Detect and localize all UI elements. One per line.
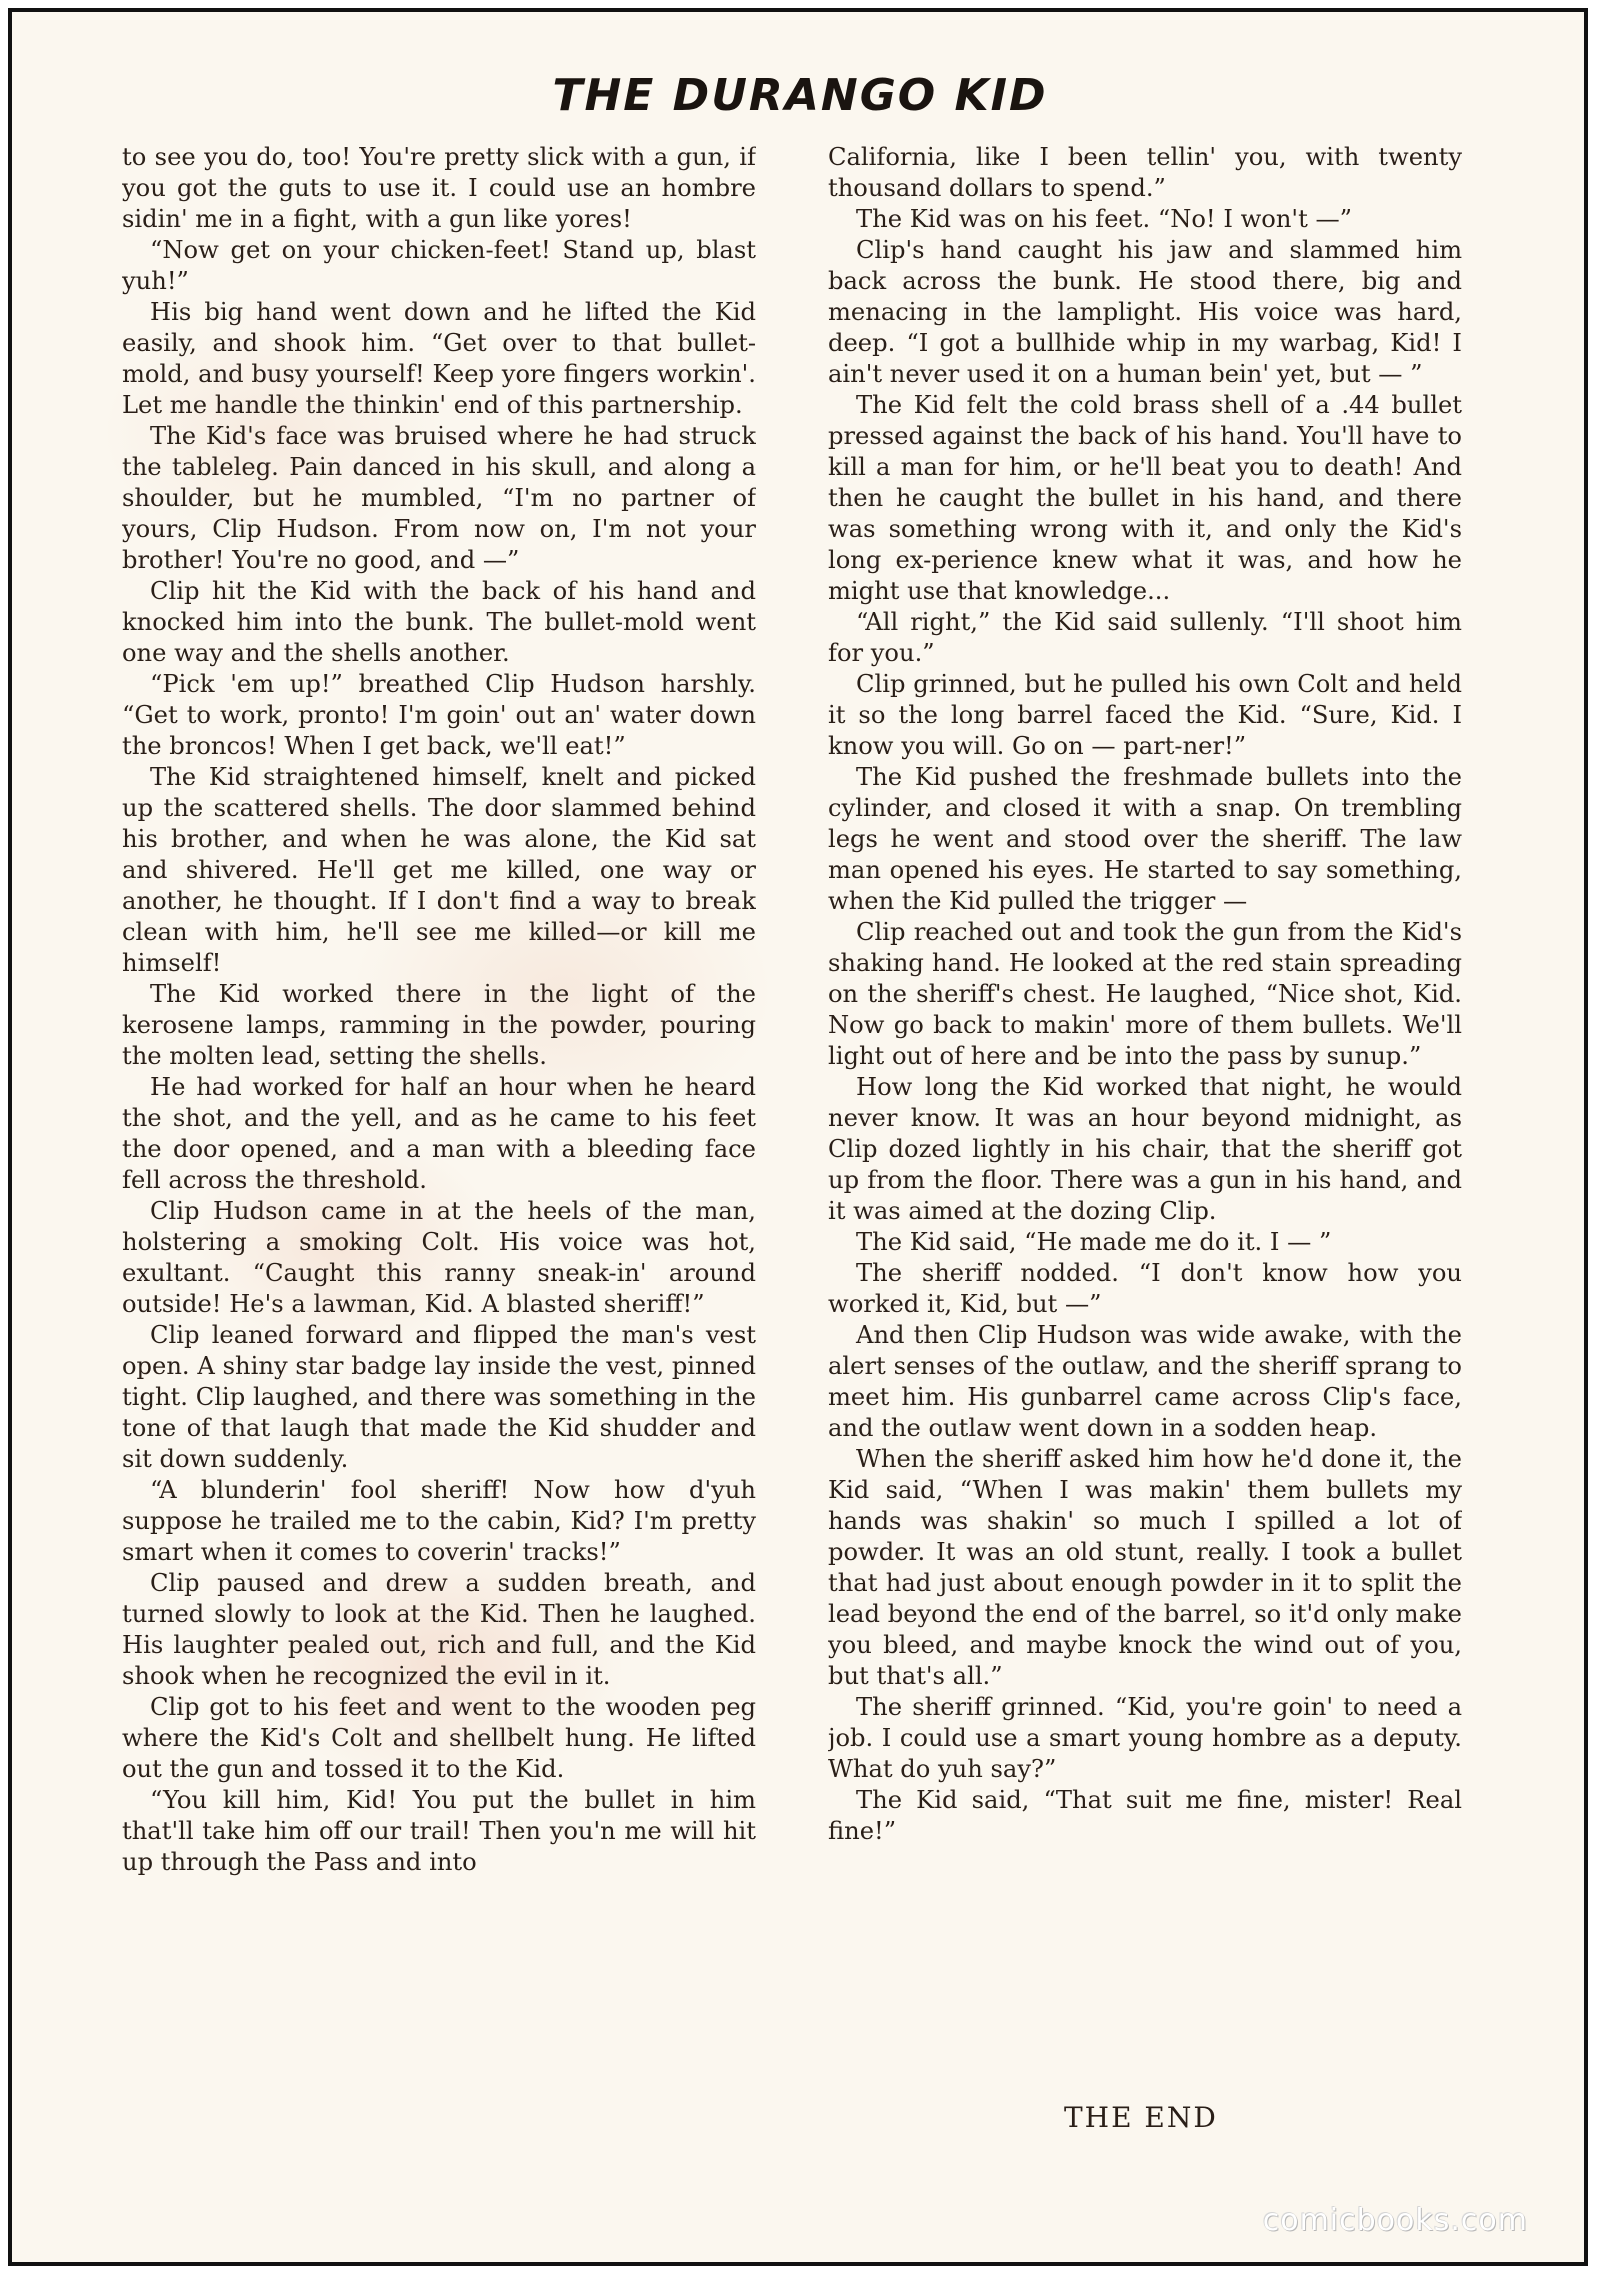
paragraph: Clip paused and drew a sudden breath, and turned slowly to look at the Kid. Then he laughed. His laughter pealed out, rich and full, and the Kid shook when he recognized the evil in it. xyxy=(122,1569,756,1690)
the-end-label: THE END xyxy=(1064,2101,1218,2134)
paragraph: The Kid's face was bruised where he had struck the tableleg. Pain danced in his skull, and along a shoulder, but he mumbled, “I'm no partner of yours, Clip Hudson. From now on, I'm not your brother! You're no good, and —” xyxy=(122,422,756,574)
right-column xyxy=(828,142,1462,2142)
paragraph: Clip grinned, but he pulled his own Colt and held it so the long barrel faced the Kid. “Sure, Kid. I know you will. Go on — part-ner!” xyxy=(828,670,1462,760)
paragraph: The Kid felt the cold brass shell of a .44 bullet pressed against the back of his hand. You'll have to kill a man for him, or he'll beat you to death! And then he caught the bullet in his hand, and there was something wrong with it, and only the Kid's long ex-perience knew what it was, and how he might use that knowledge... xyxy=(828,391,1462,605)
paragraph: Clip got to his feet and went to the wooden peg where the Kid's Colt and shellbelt hung. He lifted out the gun and tossed it to the Kid. xyxy=(122,1693,756,1783)
page-title: THE DURANGO KID xyxy=(552,70,1048,121)
paragraph: “You kill him, Kid! You put the bullet in him that'll take him off our trail! Then you'n me will hit up through the Pass and into xyxy=(122,1786,756,1876)
paragraph: He had worked for half an hour when he heard the shot, and the yell, and as he came to his feet the door opened, and a man with a bleeding face fell across the threshold. xyxy=(122,1073,756,1194)
paragraph: The Kid said, “That suit me fine, mister! Real fine!” xyxy=(828,1786,1462,1845)
paragraph: The Kid pushed the freshmade bullets into the cylinder, and closed it with a snap. On trembling legs he went and stood over the sheriff. The law man opened his eyes. He started to say something, when the Kid pulled the trigger — xyxy=(828,763,1462,915)
watermark: comicbooks.com xyxy=(1262,2203,1528,2238)
paragraph: The Kid straightened himself, knelt and picked up the scattered shells. The door slammed behind his brother, and when he was alone, the Kid sat and shivered. He'll get me killed, one way or another, he thought. If I don't find a way to break clean with him, he'll see me killed—or kill me himself! xyxy=(122,763,756,977)
paragraph: Clip's hand caught his jaw and slammed him back across the bunk. He stood there, big and menacing in the lamplight. His voice was hard, deep. “I got a bullhide whip in my warbag, Kid! I ain't never used it on a human bein' yet, but — ” xyxy=(828,236,1462,388)
paragraph: When the sheriff asked him how he'd done it, the Kid said, “When I was makin' them bullets my hands was shakin' so much I spilled a lot of powder. It was an old stunt, really. I took a bullet that had just about enough powder in it to split the lead beyond the end of the barrel, so it'd only make you bleed, and maybe knock the wind out of you, but that's all.” xyxy=(828,1445,1462,1690)
paragraph: Clip Hudson came in at the heels of the man, holstering a smoking Colt. His voice was hot, exultant. “Caught this ranny sneak-in' around outside! He's a lawman, Kid. A blasted sheriff!” xyxy=(122,1197,756,1318)
left-column xyxy=(122,142,756,2142)
paragraph: “All right,” the Kid said sullenly. “I'll shoot him for you.” xyxy=(828,608,1462,667)
paragraph: Clip leaned forward and flipped the man's vest open. A shiny star badge lay inside the vest, pinned tight. Clip laughed, and there was something in the tone of that laugh that made the Kid shudder and sit down suddenly. xyxy=(122,1321,756,1473)
paragraph: The sheriff grinned. “Kid, you're goin' to need a job. I could use a smart young hombre as a deputy. What do yuh say?” xyxy=(828,1693,1462,1783)
paragraph: “Pick 'em up!” breathed Clip Hudson harshly. “Get to work, pronto! I'm goin' out an' water down the broncos! When I get back, we'll eat!” xyxy=(122,670,756,760)
paragraph: “Now get on your chicken-feet! Stand up, blast yuh!” xyxy=(122,236,756,295)
paragraph: The Kid said, “He made me do it. I — ” xyxy=(856,1228,1332,1256)
paragraph: to see you do, too! You're pretty slick with a gun, if you got the guts to use it. I could use an hombre sidin' me in a fight, with a gun like yores! xyxy=(122,143,756,233)
paragraph: The Kid was on his feet. “No! I won't —” xyxy=(856,205,1353,233)
paragraph: “A blunderin' fool sheriff! Now how d'yuh suppose he trailed me to the cabin, Kid? I'm pretty smart when it comes to coverin' tracks!” xyxy=(122,1476,756,1566)
paragraph: How long the Kid worked that night, he would never know. It was an hour beyond midnight, as Clip dozed lightly in his chair, that the sheriff got up from the floor. There was a gun in his hand, and it was aimed at the dozing Clip. xyxy=(828,1073,1462,1225)
paragraph: The Kid worked there in the light of the kerosene lamps, ramming in the powder, pouring the molten lead, setting the shells. xyxy=(122,980,756,1070)
paragraph: California, like I been tellin' you, with twenty thousand dollars to spend.” xyxy=(828,143,1462,202)
paragraph: And then Clip Hudson was wide awake, with the alert senses of the outlaw, and the sheriff sprang to meet him. His gunbarrel came across Clip's face, and the outlaw went down in a sodden heap. xyxy=(828,1321,1462,1442)
paragraph: The sheriff nodded. “I don't know how you worked it, Kid, but —” xyxy=(828,1259,1462,1318)
paragraph: Clip reached out and took the gun from the Kid's shaking hand. He looked at the red stain spreading on the sheriff's chest. He laughed, “Nice shot, Kid. Now go back to makin' more of them bullets. We'll light out of here and be into the pass by sunup.” xyxy=(828,918,1462,1070)
paragraph: His big hand went down and he lifted the Kid easily, and shook him. “Get over to that bullet-mold, and busy yourself! Keep yore fingers workin'. Let me handle the thinkin' end of this partnership. xyxy=(122,298,756,419)
paragraph: Clip hit the Kid with the back of his hand and knocked him into the bunk. The bullet-mold went one way and the shells another. xyxy=(122,577,756,667)
